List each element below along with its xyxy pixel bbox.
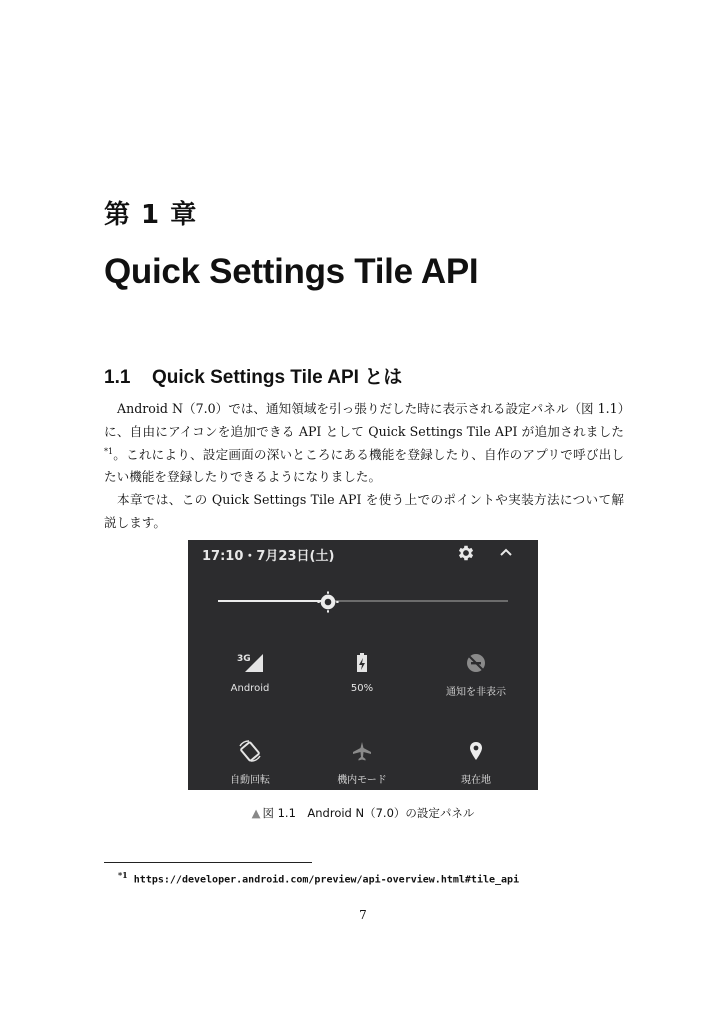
tile-label: 自動回転 xyxy=(230,775,270,786)
body-text xyxy=(104,398,624,535)
tile-label: 現在地 xyxy=(461,775,491,786)
tile-auto-rotate[interactable] xyxy=(192,740,308,786)
section-number: 1.1 xyxy=(104,367,131,388)
page-number: 7 xyxy=(359,908,367,922)
footnote-reference[interactable]: *1 xyxy=(104,446,114,456)
auto-rotate-icon xyxy=(237,740,263,762)
figure-caption xyxy=(0,805,726,821)
status-time: 17:10・7月23日(土) xyxy=(202,549,335,564)
section-heading xyxy=(104,362,402,389)
chapter-title: Quick Settings Tile API xyxy=(104,252,479,291)
tile-airplane-mode[interactable] xyxy=(304,740,420,786)
battery-icon xyxy=(349,652,375,674)
tile-do-not-disturb[interactable] xyxy=(418,652,534,698)
tile-label: 通知を非表示 xyxy=(446,687,506,698)
brightness-slider-fill xyxy=(218,600,328,602)
location-icon xyxy=(463,740,489,762)
paragraph-2: 本章では、この Quick Settings Tile API を使う上でのポイントや実装方法について解説します。 xyxy=(104,492,624,530)
brightness-slider[interactable] xyxy=(218,600,508,602)
tile-battery[interactable] xyxy=(304,652,420,694)
brightness-thumb-icon[interactable] xyxy=(317,591,339,613)
gear-icon[interactable] xyxy=(456,543,476,563)
footnote-url[interactable]: https://developer.android.com/preview/api-overview.html#tile_api xyxy=(133,874,520,886)
tile-label: 50% xyxy=(350,683,374,694)
tile-label: Android xyxy=(230,683,270,694)
cellular-badge: 3G xyxy=(237,654,251,664)
footnote xyxy=(118,870,519,885)
chapter-label: 第 1 章 xyxy=(104,200,198,230)
paragraph-1 xyxy=(104,398,624,489)
footnote-rule xyxy=(104,862,312,863)
quick-settings-panel-screenshot xyxy=(188,540,538,790)
tile-location[interactable] xyxy=(418,740,534,786)
cellular-3g-icon xyxy=(237,652,263,674)
tile-cellular[interactable] xyxy=(192,652,308,694)
paragraph-1-text-b: 。これにより、設定画面の深いところにある機能を登録したり、自作のアプリで呼び出したい機能を登録したりできるようになりました。 xyxy=(104,446,624,485)
tile-label: 機内モード xyxy=(337,775,387,786)
section-title: Quick Settings Tile API とは xyxy=(152,367,403,388)
figure-caption-text: 図 1.1 Android N（7.0）の設定パネル xyxy=(262,806,475,820)
collapse-chevron-icon[interactable] xyxy=(498,545,514,559)
footnote-mark: *1 xyxy=(118,870,128,880)
triangle-marker-icon: ▲ xyxy=(251,806,261,820)
airplane-icon xyxy=(349,740,375,762)
do-not-disturb-icon xyxy=(463,652,489,674)
paragraph-1-text-a: Android N（7.0）では、通知領域を引っ張りだした時に表示される設定パネル（図 1.1）に、自由にアイコンを追加できる API として Quick Settings Tile API が追加されました xyxy=(104,401,624,439)
